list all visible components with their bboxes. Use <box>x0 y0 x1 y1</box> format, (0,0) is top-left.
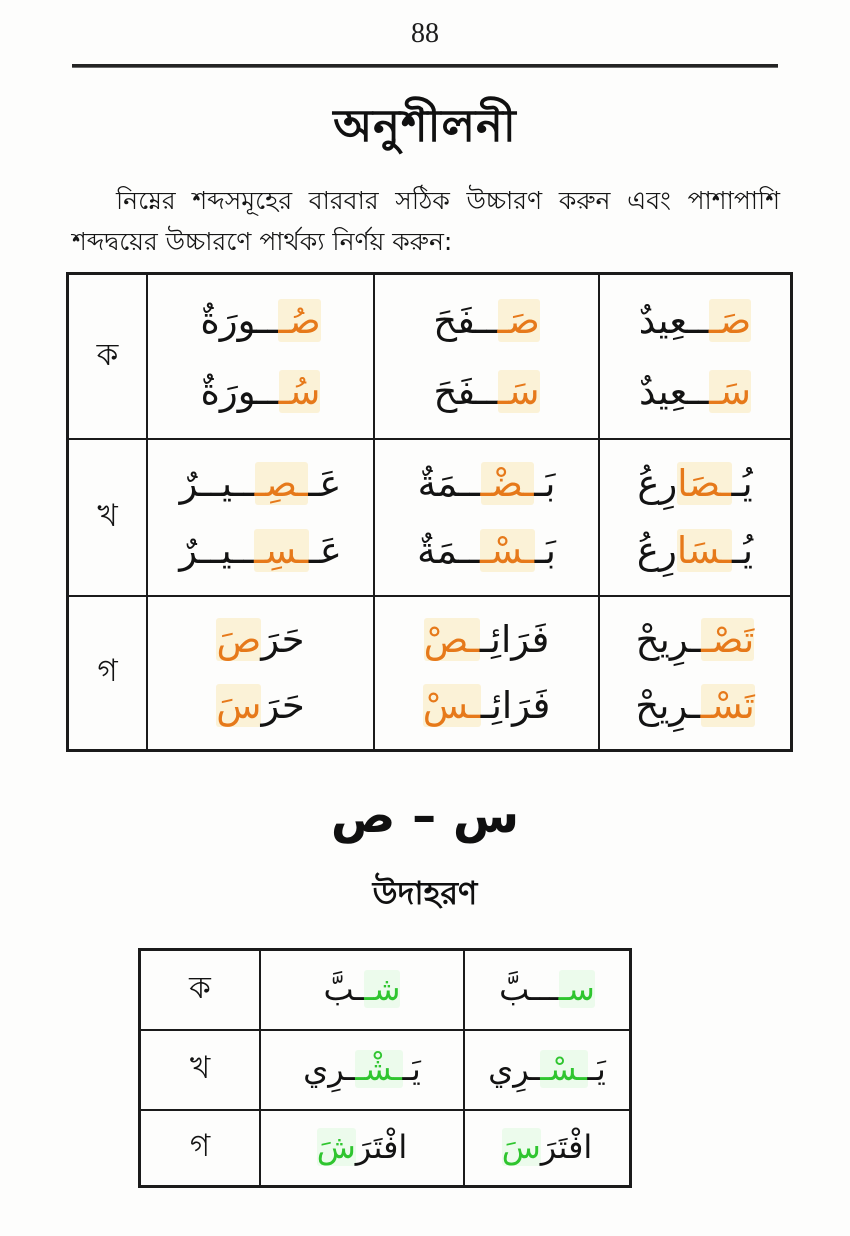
page-number: 88 <box>411 18 439 49</box>
arabic-word-bottom: بَــسْـــمَةٌ <box>417 529 556 573</box>
example-word-cell <box>259 1109 463 1185</box>
word-pair-cell <box>146 438 373 595</box>
row-label-cell <box>141 1029 259 1109</box>
example-word-cell <box>259 951 463 1029</box>
row-label: গ <box>189 1128 211 1164</box>
example-heading: উদাহরণ <box>372 874 478 912</box>
arabic-word: افْتَرَشَ <box>316 1128 408 1167</box>
arabic-word-top: صَـــعِيدٌ <box>638 299 752 343</box>
arabic-word-top: صَـــفَحَ <box>433 299 540 343</box>
section-heading-arabic: س – ص <box>330 788 520 844</box>
row-label: ক <box>189 970 211 1006</box>
arabic-word: ســــبَّ <box>499 970 595 1009</box>
arabic-word-bottom: سَـــفَحَ <box>433 369 540 413</box>
word-pair-cell <box>373 438 598 595</box>
arabic-word-bottom: تَسْــرِيحْ <box>635 684 755 728</box>
example-word-cell <box>259 1029 463 1109</box>
arabic-word-bottom: سُـــورَةٌ <box>200 369 321 413</box>
row-label: গ <box>97 653 118 689</box>
row-label-cell <box>69 438 146 595</box>
arabic-word-top: بَــضْـــمَةٌ <box>417 461 556 505</box>
arabic-word-bottom: عَــسِـــيــرٌ <box>179 529 342 573</box>
row-label-cell <box>141 951 259 1029</box>
arabic-word-top: حَرَصَ <box>216 617 305 661</box>
row-label: ক <box>96 336 119 373</box>
arabic-word-top: تَصْــرِيحْ <box>635 617 755 661</box>
arabic-word-bottom: يُــسَارِعُ <box>636 529 754 573</box>
word-pair-cell <box>373 275 598 438</box>
word-pair-cell <box>146 595 373 749</box>
arabic-word-top: صُـــورَةٌ <box>200 299 321 343</box>
arabic-word: شــبَّ <box>323 970 401 1009</box>
example-word-cell <box>463 1109 629 1185</box>
arabic-word: افْتَرَسَ <box>501 1128 593 1167</box>
example-word-cell <box>463 1029 629 1109</box>
word-pair-cell <box>598 438 790 595</box>
word-pair-cell <box>598 595 790 749</box>
row-label: খ <box>97 497 118 534</box>
example-word-cell <box>463 951 629 1029</box>
arabic-word: يَــسْــرِي <box>488 1050 606 1089</box>
arabic-word-top: عَــصِـــيــرٌ <box>179 461 342 505</box>
row-label-cell <box>69 595 146 749</box>
arabic-word-bottom: سَـــعِيدٌ <box>639 369 751 413</box>
header-divider-rule <box>72 64 778 68</box>
page-title: অনুশীলনী <box>333 99 517 152</box>
row-label-cell <box>69 275 146 438</box>
arabic-word-bottom: حَرَسَ <box>216 684 305 728</box>
row-label-cell <box>141 1109 259 1185</box>
arabic-word-bottom: فَرَائِــسْ <box>422 684 551 728</box>
arabic-word-top: فَرَائِــصْ <box>423 617 550 661</box>
contrast-table <box>66 272 793 752</box>
word-pair-cell <box>146 275 373 438</box>
row-label: খ <box>189 1050 211 1086</box>
word-pair-cell <box>373 595 598 749</box>
arabic-word-top: يُــصَارِعُ <box>637 461 753 505</box>
intro-paragraph: নিম্নের শব্দসমূহের বারবার সঠিক উচ্চারণ করুন এবং পাশাপাশি শব্দদ্বয়ের উচ্চারণে পার্থক্য নির্ণয় করুন: <box>72 186 780 256</box>
arabic-word: يَــشْــرِي <box>303 1050 421 1089</box>
word-pair-cell <box>598 275 790 438</box>
example-table <box>138 948 632 1188</box>
